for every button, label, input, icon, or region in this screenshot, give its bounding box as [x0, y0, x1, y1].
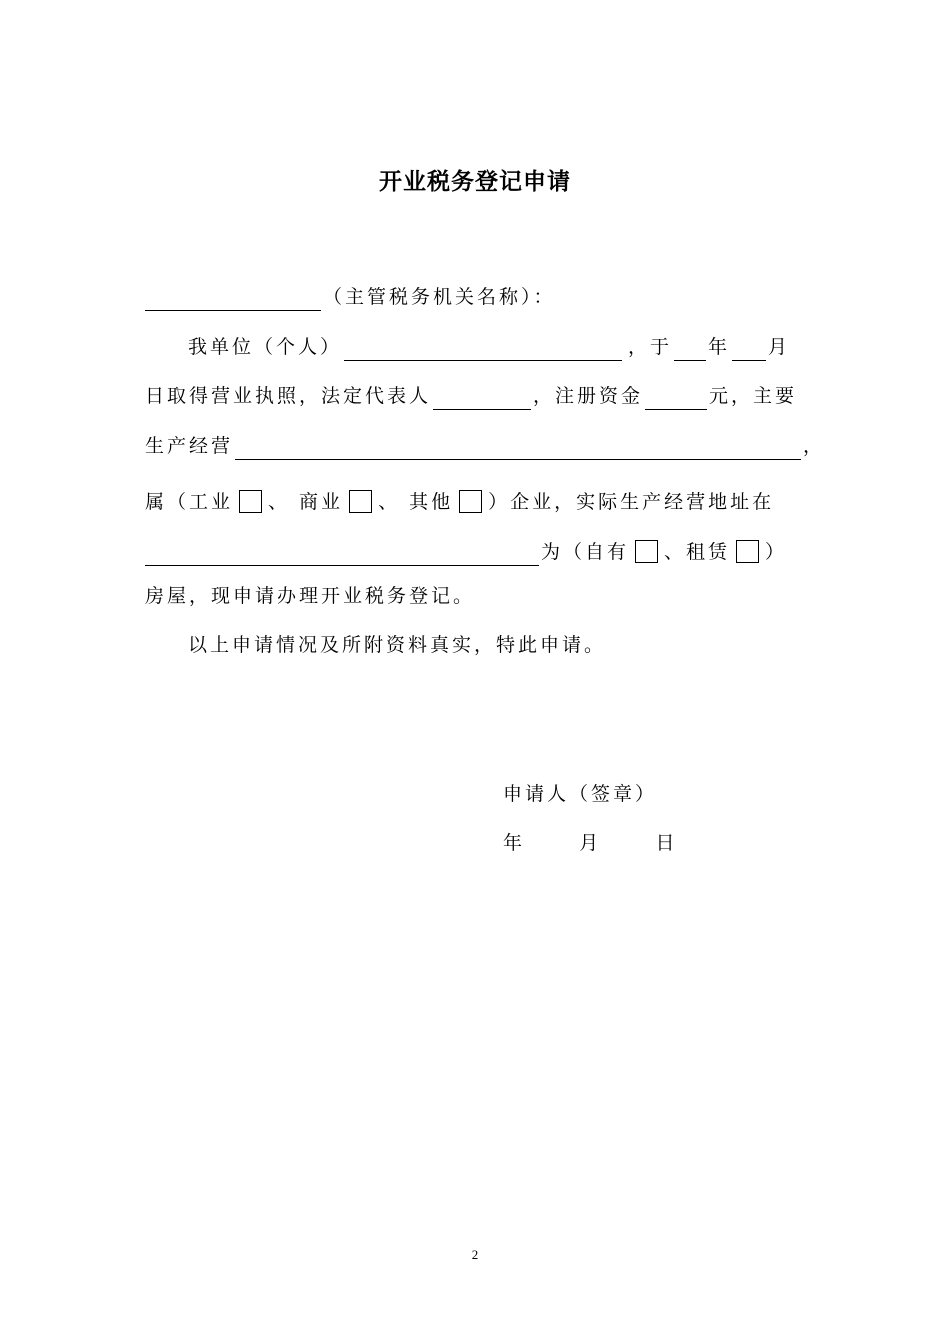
capital-blank[interactable] — [645, 387, 707, 410]
address-blank[interactable] — [145, 543, 539, 566]
owned-label: 为（自有 — [541, 541, 630, 563]
other-label: 、 其他 — [378, 491, 454, 513]
declaration-text: 以上申请情况及所附资料真实，特此申请。 — [188, 634, 607, 656]
business-scope-line — [145, 432, 825, 460]
on-date-label: ，于 — [628, 336, 673, 358]
declaration-line — [188, 631, 606, 659]
commerce-checkbox[interactable] — [349, 490, 372, 513]
document-title: 开业税务登记申请 — [379, 169, 571, 195]
year-blank[interactable] — [674, 338, 706, 361]
close-paren: ） — [765, 541, 788, 563]
comma: ， — [803, 435, 826, 457]
industry-checkbox[interactable] — [239, 490, 262, 513]
applicant-label: 我单位（个人） — [188, 336, 343, 358]
leased-checkbox[interactable] — [736, 540, 759, 563]
business-scope-blank[interactable] — [235, 437, 801, 460]
type-label: 属（工业 — [145, 491, 234, 513]
applicant-signature-label: 申请人（签章） — [503, 783, 658, 805]
commerce-label: 、 商业 — [268, 491, 344, 513]
tax-authority-blank[interactable] — [145, 288, 321, 311]
page-number: 2 — [471, 1247, 479, 1262]
capital-label: ，注册资金 — [533, 385, 644, 407]
license-label: 日取得营业执照，法定代表人 — [145, 385, 432, 407]
property-line — [145, 538, 787, 566]
addressee-suffix: （主管税务机关名称）： — [323, 286, 556, 308]
applicant-line — [188, 333, 790, 361]
applicant-name-blank[interactable] — [344, 338, 622, 361]
leased-label: 、租赁 — [664, 541, 731, 563]
month-blank[interactable] — [732, 338, 766, 361]
signature-date-line: 年 月 日 — [503, 832, 678, 854]
license-line — [145, 382, 797, 410]
legal-rep-blank[interactable] — [433, 387, 531, 410]
other-checkbox[interactable] — [459, 490, 482, 513]
request-line — [145, 582, 475, 610]
enterprise-type-line — [145, 488, 774, 516]
addressee-line — [145, 283, 556, 311]
business-scope-label: 生产经营 — [145, 435, 234, 457]
request-text: 房屋，现申请办理开业税务登记。 — [145, 585, 476, 607]
month-label: 月 — [768, 336, 791, 358]
owned-checkbox[interactable] — [635, 540, 658, 563]
yuan-label: 元，主要 — [709, 385, 798, 407]
address-label: ）企业，实际生产经营地址在 — [488, 491, 775, 513]
year-label: 年 — [708, 336, 731, 358]
